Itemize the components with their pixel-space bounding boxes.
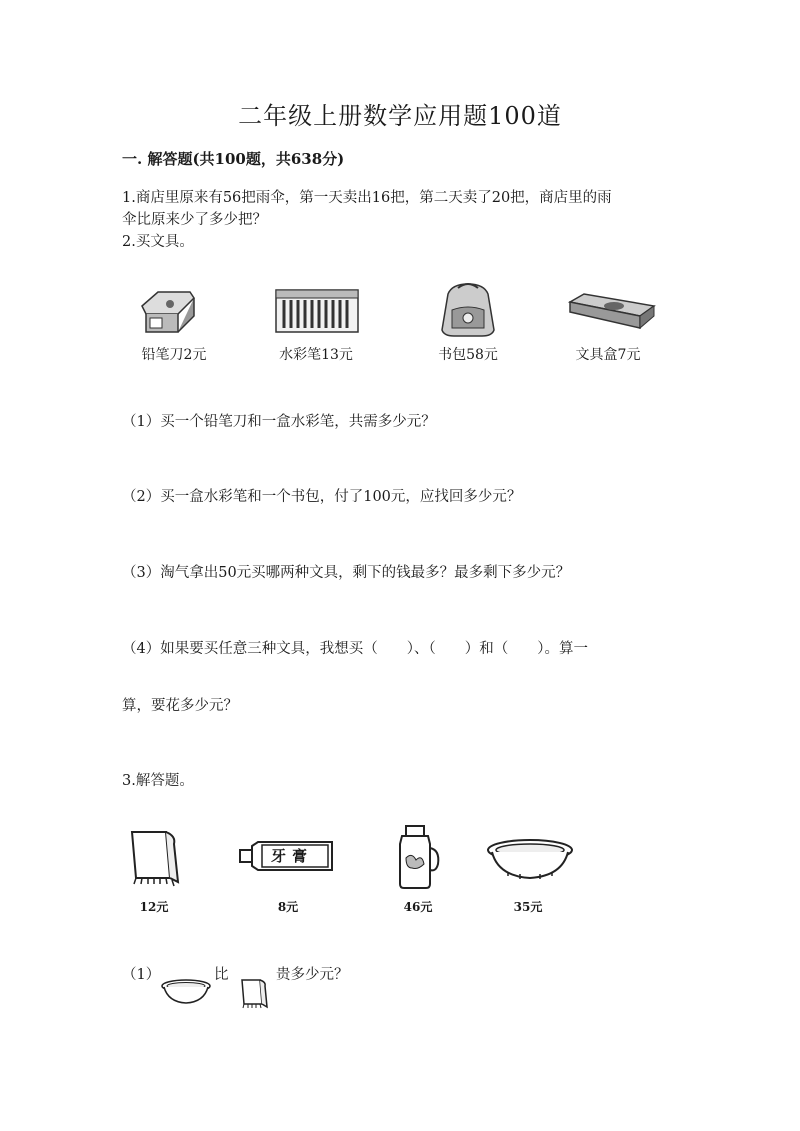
question-3-heading: 3.解答题。 [122,773,194,789]
question-2-sub-4-line-2: 算，要花多少元？ [122,698,238,714]
towel-small-icon [236,976,272,1012]
watercolor-pens-icon [272,286,362,336]
question-2-sub-4-line-1: （4）如果要买任意三种文具，我想买（ ）、（ ）和（ ）。算一 [122,641,588,657]
question-1 [122,187,612,231]
caption-pencil-sharpener: 铅笔刀2元 [141,347,207,363]
section-heading: 一. 解答题(共100题，共638分) [122,150,345,168]
page-title: 二年级上册数学应用题100道 [238,102,562,130]
thermos-icon [392,824,442,890]
question-3-sub-1-mid: 比 [214,967,229,983]
question-3-sub-1-suffix: 贵多少元？ [276,967,349,983]
caption-thermos: 46元 [403,900,433,914]
basin-icon [484,836,576,884]
question-2-heading: 2.买文具。 [122,234,194,250]
question-1-line-2: 伞比原来少了多少把？ [122,212,267,228]
backpack-icon [432,280,504,340]
pencil-sharpener-icon [128,284,220,340]
question-3-sub-1-prefix: （1） [122,967,161,983]
towel-icon [122,826,186,890]
caption-backpack: 书包58元 [438,347,498,363]
question-2-sub-1: （1）买一个铅笔刀和一盒水彩笔，共需多少元？ [122,414,436,430]
caption-toothpaste: 8元 [277,900,299,914]
toothpaste-label: 牙膏 [270,847,313,865]
caption-pencil-case: 文具盒7元 [575,347,641,363]
question-1-line-1: 1.商店里原来有56把雨伞，第一天卖出16把，第二天卖了20把，商店里的雨 [122,190,612,206]
caption-watercolor-pens: 水彩笔13元 [279,347,353,363]
caption-basin: 35元 [513,900,543,914]
basin-small-icon [160,978,212,1006]
question-2-sub-3: （3）淘气拿出50元买哪两种文具，剩下的钱最多？最多剩下多少元？ [122,565,571,581]
question-2-sub-2: （2）买一盒水彩笔和一个书包，付了100元，应找回多少元？ [122,489,522,505]
caption-towel: 12元 [139,900,169,914]
pencil-case-icon [564,292,660,332]
